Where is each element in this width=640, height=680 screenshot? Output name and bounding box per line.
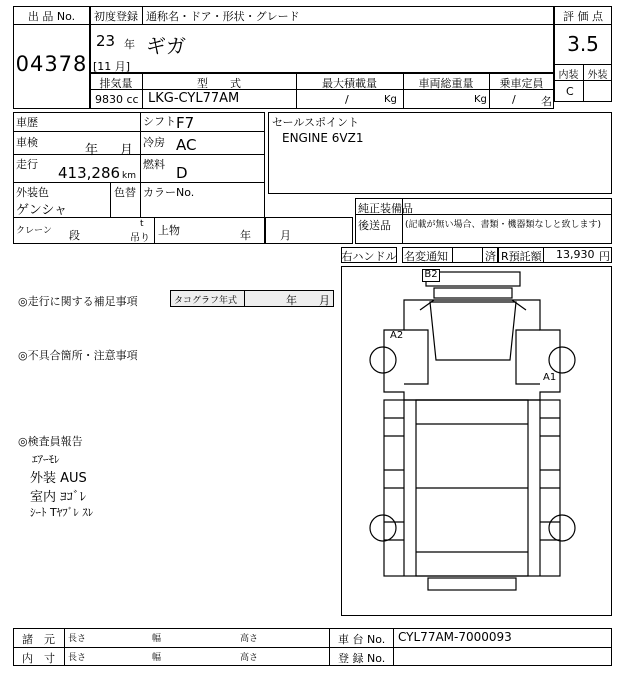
ac-value: AC — [176, 136, 197, 154]
capacity-unit: 名 — [541, 95, 552, 108]
right-door — [516, 330, 540, 384]
sales-point-value: ENGINE 6VZ1 — [282, 131, 364, 145]
rear-right-wheel — [549, 515, 575, 541]
width-label: 幅 — [152, 634, 162, 644]
mileage-value: 413,286 — [58, 164, 121, 182]
inspection-label: 車検 — [16, 136, 38, 149]
sales-point-label: セールスポイント — [272, 116, 360, 129]
max-load-unit: Kg — [384, 94, 397, 105]
gross-weight-unit: Kg — [474, 94, 487, 105]
shift-value: F7 — [176, 114, 195, 132]
r-fee-value: 13,930 — [556, 248, 595, 261]
length-label-2: 長さ — [68, 653, 87, 663]
tachograph-year-unit: 年 — [286, 294, 297, 307]
name-change-done: 済 — [485, 250, 496, 263]
crane-t-unit: t — [140, 219, 144, 229]
damage-code: A1 — [543, 372, 557, 383]
tachograph-label: タコグラフ年式 — [174, 296, 238, 306]
front-bumper-upper — [434, 288, 512, 298]
width-label-2: 幅 — [152, 653, 162, 663]
ext-color-value: ゲンシャ — [16, 203, 68, 218]
interior-dim-label: 内 寸 — [22, 652, 55, 665]
model-type-value: LKG-CYL77AM — [148, 91, 240, 106]
model-name-label: 通称名・ドア・形状・グレード — [146, 10, 300, 23]
history-label: 車歴 — [16, 116, 38, 129]
displacement-value: 9830 cc — [95, 93, 139, 106]
shift-label: シフト — [143, 115, 176, 128]
damage-code: B2 — [424, 269, 438, 280]
aftermarket-label: 後送品 — [358, 219, 391, 232]
capacity-label: 乗車定員 — [499, 77, 544, 90]
height-label: 高さ — [240, 634, 259, 644]
color-change-label: 色替 — [114, 186, 136, 199]
chassis-no-value: CYL77AM-7000093 — [398, 630, 512, 644]
length-label: 長さ — [68, 634, 87, 644]
grade-value: 3.5 — [567, 32, 599, 56]
model-type-label: 型 式 — [197, 77, 241, 90]
reg-year: 23 — [96, 32, 116, 50]
max-load-label: 最大積載量 — [322, 77, 377, 90]
gross-weight-label: 車両総重量 — [418, 77, 474, 90]
front-right-wheel — [549, 347, 575, 373]
cab-outline — [384, 300, 560, 400]
defects-label: ◎不具合箇所・注意事項 — [18, 349, 138, 362]
color-code-label: カラーNo. — [143, 186, 195, 199]
windshield — [430, 302, 516, 360]
crane-label: クレーン — [16, 226, 52, 236]
r-fee-yen: 円 — [599, 250, 610, 263]
fuel-value: D — [176, 164, 188, 182]
left-door — [404, 330, 428, 384]
reg-month: [11 月] — [93, 60, 131, 73]
inspector-report-label: ◎検査員報告 — [18, 435, 83, 448]
reg-year-unit: 年 — [124, 38, 135, 51]
ext-color-label: 外装色 — [16, 186, 49, 199]
mirror-bar — [426, 272, 520, 286]
crane-hang-label: 吊り — [130, 233, 150, 244]
damage-code: A2 — [390, 330, 404, 341]
max-load-slash: / — [345, 93, 349, 106]
lot-number: 04378 — [15, 52, 88, 76]
driving-notes-label: ◎走行に関する補足事項 — [18, 295, 138, 308]
car-name: ギガ — [146, 34, 186, 58]
inspector-line: 室内 ﾖｺﾞﾚ — [30, 490, 87, 505]
first-reg-label: 初度登録 — [94, 10, 138, 23]
front-left-wheel — [370, 347, 396, 373]
displacement-label: 排気量 — [99, 77, 133, 90]
chassis-no-label: 車 台 No. — [338, 633, 386, 646]
inspector-line: 外装 AUS — [30, 471, 87, 486]
reg-no-label: 登 録 No. — [338, 652, 386, 665]
height-label-2: 高さ — [240, 653, 259, 663]
inspector-line: ｴｱｰﾓﾚ — [32, 453, 60, 466]
fuel-label: 燃料 — [143, 158, 165, 171]
rhd-label: 右ハンドル — [341, 250, 397, 263]
interior-label: 内装 — [558, 70, 579, 81]
capacity-slash: / — [512, 93, 516, 106]
rear-bumper — [428, 578, 516, 590]
interior-grade: C — [566, 85, 574, 98]
grade-label: 評 価 点 — [563, 10, 603, 23]
inspection-year-unit: 年 — [85, 143, 99, 158]
mileage-label: 走行 — [16, 158, 38, 171]
genuine-equipment-label: 純正装備品 — [358, 202, 413, 215]
aftermarket-note: (記載が無い場合、書類・機器類なしと致します) — [405, 220, 602, 230]
ac-label: 冷房 — [143, 136, 165, 149]
exterior-label: 外装 — [587, 70, 608, 81]
mileage-unit: km — [122, 171, 136, 181]
bed-year-unit: 年 — [240, 229, 251, 242]
bed-label: 上物 — [158, 224, 180, 237]
crane-stage-unit: 段 — [69, 229, 80, 242]
inspector-line: ｼｰﾄ Tﾔﾌﾞﾚ ｽﾚ — [30, 506, 94, 519]
inspection-month-unit: 月 — [120, 143, 134, 158]
bed-month-unit: 月 — [280, 229, 291, 242]
tachograph-month-unit: 月 — [319, 294, 330, 307]
specs-label: 諸 元 — [22, 633, 55, 646]
r-fee-label: R預託額 — [501, 250, 542, 263]
rear-left-wheel — [370, 515, 396, 541]
lot-label: 出 品 No. — [27, 10, 76, 23]
name-change-label: 名変通知 — [404, 250, 448, 263]
